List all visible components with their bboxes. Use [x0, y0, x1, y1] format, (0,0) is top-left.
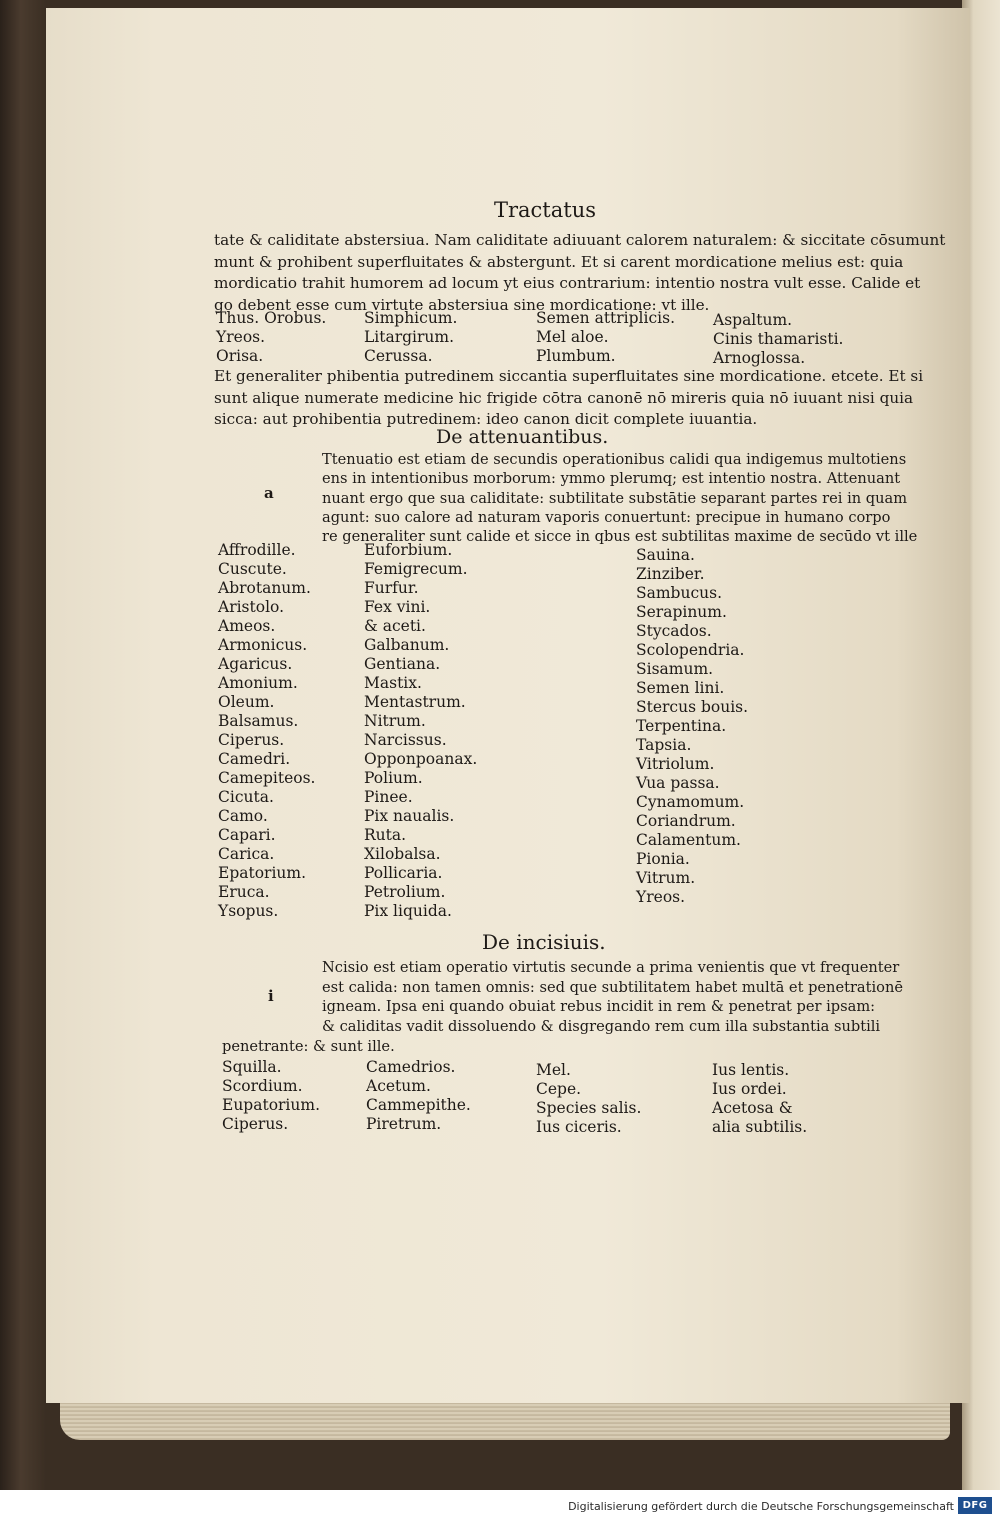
list-item: Aspaltum. [713, 311, 793, 329]
text-line: nuant ergo que sua caliditate: subtilitate substātie separant partes rei in quam [322, 489, 908, 507]
list-item: Semen lini. [636, 679, 725, 697]
list-item: Mastix. [364, 674, 422, 692]
list-item: Coriandrum. [636, 812, 736, 830]
list-item: Ameos. [218, 617, 276, 635]
text-line: ens in intentionibus morborum: ymmo plerumq; est intentio nostra. Attenuant [322, 470, 901, 488]
list-item: Nitrum. [364, 712, 426, 730]
list-item: Gentiana. [364, 655, 441, 673]
list-item: Affrodille. [218, 541, 296, 559]
list-item: Cinis thamaristi. [713, 330, 844, 348]
list-item: & aceti. [364, 617, 426, 635]
list-item: Thus. Orobus. [216, 309, 327, 327]
list3-col4 [712, 1061, 807, 1137]
list-item: Eruca. [218, 883, 270, 901]
list-item: Plumbum. [536, 347, 616, 365]
list-item: Ius ordei. [712, 1080, 787, 1098]
list-item: Balsamus. [218, 712, 299, 730]
list-item: Sisamum. [636, 660, 714, 678]
list-item: Cepe. [536, 1080, 582, 1098]
text-line: Et generaliter phibentia putredinem siccantia superfluitates sine mordicatione. etcete. Et si [214, 367, 924, 385]
list-item: alia subtilis. [712, 1118, 808, 1136]
list-item: Stercus bouis. [636, 698, 749, 716]
dfg-logo-icon: DFG [958, 1497, 992, 1514]
list-item: Yreos. [636, 888, 686, 906]
list-item: Semen attriplicis. [536, 309, 675, 327]
list-item: Aristolo. [218, 598, 285, 616]
list-item: Eupatorium. [222, 1096, 320, 1114]
list2-col2 [364, 541, 477, 921]
list-item: Mentastrum. [364, 693, 466, 711]
text-line: penetrante: & sunt ille. [222, 1038, 395, 1055]
list-item: Vitrum. [636, 869, 696, 887]
text-line: & caliditas vadit dissoluendo & disgregando rem cum illa substantia subtili [322, 1017, 881, 1035]
text-line: sicca: aut prohibentia putredinem: ideo canon dicit complete iuuantia. [214, 410, 758, 428]
list1-col3 [536, 309, 675, 366]
list-item: Piretrum. [366, 1115, 442, 1133]
list-item: Species salis. [536, 1099, 642, 1117]
text-line: sunt alique numerate medicine hic frigide cōtra canonē nō mireris quia nō iuuant nisi quia [214, 388, 914, 407]
list-item: Mel aloe. [536, 328, 609, 346]
list-item: Scordium. [222, 1077, 303, 1095]
text-line: est calida: non tamen omnis: sed que subtilitatem habet multā et penetrationē [322, 978, 903, 996]
text-line: go debent esse cum virtute abstersiua sine mordicatione: vt ille. [214, 295, 710, 314]
list3-col2 [366, 1058, 471, 1134]
list-item: Pix liquida. [364, 902, 452, 920]
funding-notice: Digitalisierung gefördert durch die Deutsche Forschungsgemeinschaft [568, 1500, 954, 1513]
list-item: Petrolium. [364, 883, 446, 901]
text-line: Ttenuatio est etiam de secundis operationibus calidi qua indigemus multotiens [322, 451, 907, 468]
list-item: Cerussa. [364, 347, 433, 365]
list-item: Acetosa & [712, 1099, 793, 1117]
marginal-letter: i [268, 987, 274, 1005]
list-item: Litargirum. [364, 328, 455, 346]
list-item: Ius ciceris. [536, 1118, 622, 1136]
text-line: igneam. Ipsa eni quando obuiat rebus incidit in rem & penetrat per ipsam: [322, 998, 876, 1015]
list-item: Terpentina. [636, 717, 727, 735]
list-item: Sauina. [636, 546, 695, 564]
list-item: Acetum. [366, 1077, 431, 1095]
list-item: Cicuta. [218, 788, 274, 806]
list-item: Xilobalsa. [364, 845, 441, 863]
incisiuis-last-line [222, 1036, 395, 1058]
list-item: Cynamomum. [636, 793, 745, 811]
list1-col4 [713, 311, 843, 368]
list-item: Pionia. [636, 850, 690, 868]
list-item: Camedri. [218, 750, 291, 768]
list-item: Vua passa. [636, 774, 720, 792]
list-item: Opponpoanax. [364, 750, 478, 768]
list-item: Zinziber. [636, 565, 705, 583]
list-item: Arnoglossa. [713, 349, 806, 367]
list-item: Oleum. [218, 693, 275, 711]
list-item: Pollicaria. [364, 864, 443, 882]
list-item: Fex vini. [364, 598, 431, 616]
list-item: Ciperus. [218, 731, 285, 749]
list-item: Yreos. [216, 328, 266, 346]
attenuantibus-paragraph [322, 450, 917, 546]
list-item: Simphicum. [364, 309, 458, 327]
list1-col1 [216, 309, 326, 366]
section-heading-incisiuis: De incisiuis. [482, 930, 606, 954]
list-item: Serapinum. [636, 603, 727, 621]
list-item: Pix naualis. [364, 807, 455, 825]
list-item: Pinee. [364, 788, 413, 806]
list-item: Camo. [218, 807, 268, 825]
list-item: Stycados. [636, 622, 712, 640]
text-line: mordicatio trahit humorem ad locum yt eius contrarium: intentio nostra vult esse. Calide et [214, 274, 921, 292]
list-item: Galbanum. [364, 636, 450, 654]
list-item: Ruta. [364, 826, 407, 844]
page-block-edges [60, 1400, 950, 1440]
list-item: Furfur. [364, 579, 419, 597]
list-item: Ius lentis. [712, 1061, 790, 1079]
incisiuis-paragraph [322, 958, 903, 1036]
list1-col2 [364, 309, 457, 366]
book-cover-edge [0, 0, 46, 1490]
list-item: Sambucus. [636, 584, 723, 602]
list-item: Polium. [364, 769, 423, 787]
text-line: agunt: suo calore ad naturam vaporis conuertunt: precipue in humano corpo [322, 508, 891, 526]
list-item: Cuscute. [218, 560, 287, 578]
list-item: Narcissus. [364, 731, 447, 749]
text-line: Ncisio est etiam operatio virtutis secunde a prima venientis que vt frequenter [322, 959, 900, 976]
list-item: Agaricus. [218, 655, 293, 673]
list-item: Tapsia. [636, 736, 692, 754]
list2-col1 [218, 541, 315, 921]
list-item: Scolopendria. [636, 641, 745, 659]
list-item: Euforbium. [364, 541, 453, 559]
list-item: Orisa. [216, 347, 264, 365]
list-item: Capari. [218, 826, 276, 844]
list-item: Femigrecum. [364, 560, 468, 578]
text-line: munt & prohibent superfluitates & abstergunt. Et si carent mordicatione melius est: quia [214, 252, 904, 271]
list-item: Ysopus. [218, 902, 279, 920]
list3-col1 [222, 1058, 320, 1134]
list-item: Camepiteos. [218, 769, 316, 787]
list-item: Camedrios. [366, 1058, 456, 1076]
list-item: Abrotanum. [218, 579, 311, 597]
footer-bar [0, 1490, 1000, 1522]
list-item: Vitriolum. [636, 755, 715, 773]
list-item: Epatorium. [218, 864, 307, 882]
list-item: Amonium. [218, 674, 298, 692]
text-line: tate & caliditate abstersiua. Nam caliditate adiuuant calorem naturalem: & siccitate cōsumunt [214, 231, 946, 249]
list-item: Mel. [536, 1061, 571, 1079]
middle-paragraph [214, 366, 923, 431]
list-item: Armonicus. [218, 636, 308, 654]
list-item: Calamentum. [636, 831, 741, 849]
list2-col3 [636, 546, 748, 907]
list-item: Ciperus. [222, 1115, 289, 1133]
list-item: Carica. [218, 845, 275, 863]
marginal-letter: a [264, 484, 274, 502]
list3-col3 [536, 1061, 641, 1137]
section-heading-attenuantibus: De attenuantibus. [436, 426, 609, 448]
list-item: Cammepithe. [366, 1096, 471, 1114]
running-head: Tractatus [493, 198, 597, 222]
list-item: Squilla. [222, 1058, 282, 1076]
intro-paragraph [214, 230, 945, 316]
text-line: re generaliter sunt calide et sicce in qbus est subtilitas maxime de secūdo vt ille [322, 528, 918, 546]
